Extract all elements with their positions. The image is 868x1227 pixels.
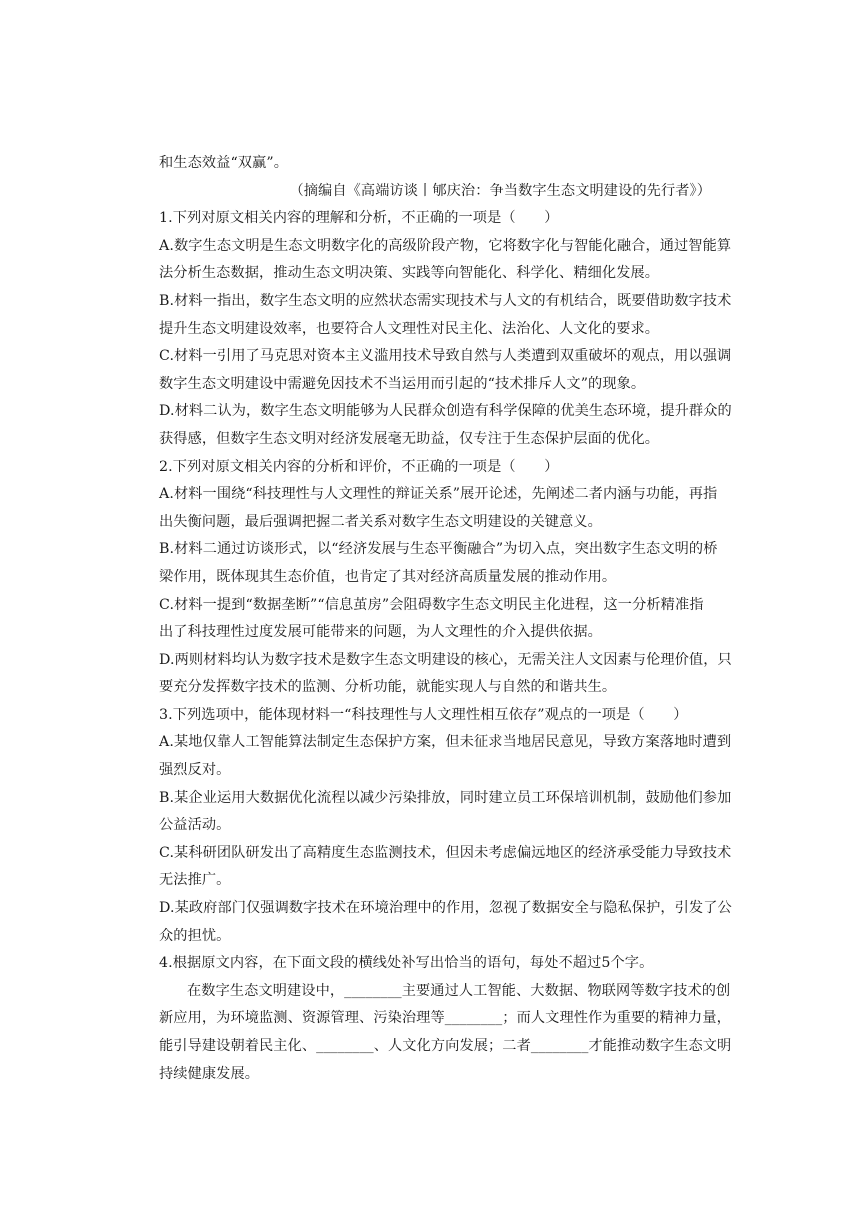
paragraph-line: 能引导建设朝着民主化、________、人文化方向发展；二者________才能推动数字生态文明 — [159, 1038, 732, 1054]
option-d — [159, 647, 732, 702]
option-text: D.两则材料均认为数字技术是数字生态文明建设的核心，无需关注人文因素与伦理价值，只 — [159, 651, 732, 668]
option-text: A.材料一围绕“科技理性与人文理性的辩证关系”展开论述，先阐述二者内涵与功能，再指 — [159, 486, 718, 503]
paragraph-line: 在数字生态文明建设中，________主要通过人工智能、大数据、物联网等数字技术的创 — [187, 982, 731, 999]
option-text: 出了科技理性过度发展可能带来的问题，为人文理性的介入提供依据。 — [159, 624, 602, 641]
option-a — [159, 233, 732, 288]
question-3 — [159, 702, 732, 950]
option-text: D.材料二认为，数字生态文明能够为人民群众创造有科学保障的优美生态环境，提升群众的 — [159, 403, 732, 420]
question-stem: 2.下列对原文相关内容的分析和评价，不正确的一项是（ ） — [159, 458, 559, 475]
question-1 — [159, 205, 732, 453]
option-text: 数字生态文明建设中需避免因技术不当运用而引起的“技术排斥人文”的现象。 — [159, 375, 646, 392]
option-text: 获得感，但数字生态文明对经济发展毫无助益，仅专注于生态保护层面的优化。 — [159, 430, 660, 447]
exam-page — [159, 150, 732, 1088]
option-a — [159, 481, 719, 536]
paragraph-line: 新应用，为环境监测、资源管理、污染治理等________；而人文理性作为重要的精神力量， — [159, 1010, 731, 1027]
option-text: 强烈反对。 — [159, 762, 231, 779]
option-text: C.某科研团队研发出了高精度生态监测技术，但因未考虑偏远地区的经济承受能力导致技术 — [159, 844, 732, 861]
option-d — [159, 398, 732, 453]
source-citation: （摘编自《高端访谈丨郇庆治：争当数字生态文明建设的先行者》） — [289, 182, 711, 199]
option-text: 众的担忧。 — [159, 927, 231, 944]
option-text: B.材料一指出，数字生态文明的应然状态需实现技术与人文的有机结合，既要借助数字技术 — [159, 292, 732, 309]
fill-in-paragraph — [159, 978, 732, 1088]
option-text: A.数字生态文明是生态文明数字化的高级阶段产物，它将数字化与智能化融合，通过智能算 — [159, 237, 732, 254]
option-text: 公益活动。 — [159, 817, 231, 834]
intro-tail: 和生态效益“双赢”。 — [159, 155, 289, 171]
option-text: 无法推广。 — [159, 872, 231, 889]
option-text: 提升生态文明建设效率，也要符合人文理性对民主化、法治化、人文化的要求。 — [159, 320, 660, 337]
option-d — [159, 895, 732, 950]
option-a — [159, 729, 732, 784]
question-stem: 4.根据原文内容，在下面文段的横线处补写出恰当的语句，每处不超过5个字。 — [159, 955, 654, 972]
question-4 — [159, 950, 732, 1088]
option-text: 梁作用，既体现其生态价值，也肯定了其对经济高质量发展的推动作用。 — [159, 568, 617, 585]
option-text: D.某政府部门仅强调数字技术在环境治理中的作用，忽视了数据安全与隐私保护，引发了公 — [159, 900, 732, 917]
option-b — [159, 288, 732, 343]
option-text: 法分析生态数据，推动生态文明决策、实践等向智能化、科学化、精细化发展。 — [159, 265, 660, 282]
question-stem: 1.下列对原文相关内容的理解和分析，不正确的一项是（ ） — [159, 210, 559, 227]
question-2 — [159, 454, 732, 702]
question-stem: 3.下列选项中，能体现材料一“科技理性与人文理性相互依存”观点的一项是（ ） — [159, 706, 688, 723]
paragraph-line: 持续健康发展。 — [159, 1065, 260, 1082]
option-b — [159, 536, 719, 591]
option-text: A.某地仅靠人工智能算法制定生态保护方案，但未征求当地居民意见，导致方案落地时遭到 — [159, 734, 732, 751]
option-c — [159, 840, 732, 895]
option-b — [159, 785, 732, 840]
option-text: C.材料一提到“数据垄断”“信息茧房”会阻碍数字生态文明民主化进程，这一分析精准指 — [159, 596, 704, 613]
option-text: B.材料二通过访谈形式，以“经济发展与生态平衡融合”为切入点，突出数字生态文明的桥 — [159, 541, 718, 558]
option-text: 出失衡问题，最后强调把握二者关系对数字生态文明建设的关键意义。 — [159, 513, 602, 530]
option-c — [159, 343, 732, 398]
option-text: B.某企业运用大数据优化流程以减少污染排放，同时建立员工环保培训机制，鼓励他们参加 — [159, 789, 732, 806]
option-text: C.材料一引用了马克思对资本主义滥用技术导致自然与人类遭到双重破坏的观点，用以强调 — [159, 348, 732, 365]
option-c — [159, 592, 719, 647]
option-text: 要充分发挥数字技术的监测、分析功能，就能实现人与自然的和谐共生。 — [159, 679, 617, 696]
